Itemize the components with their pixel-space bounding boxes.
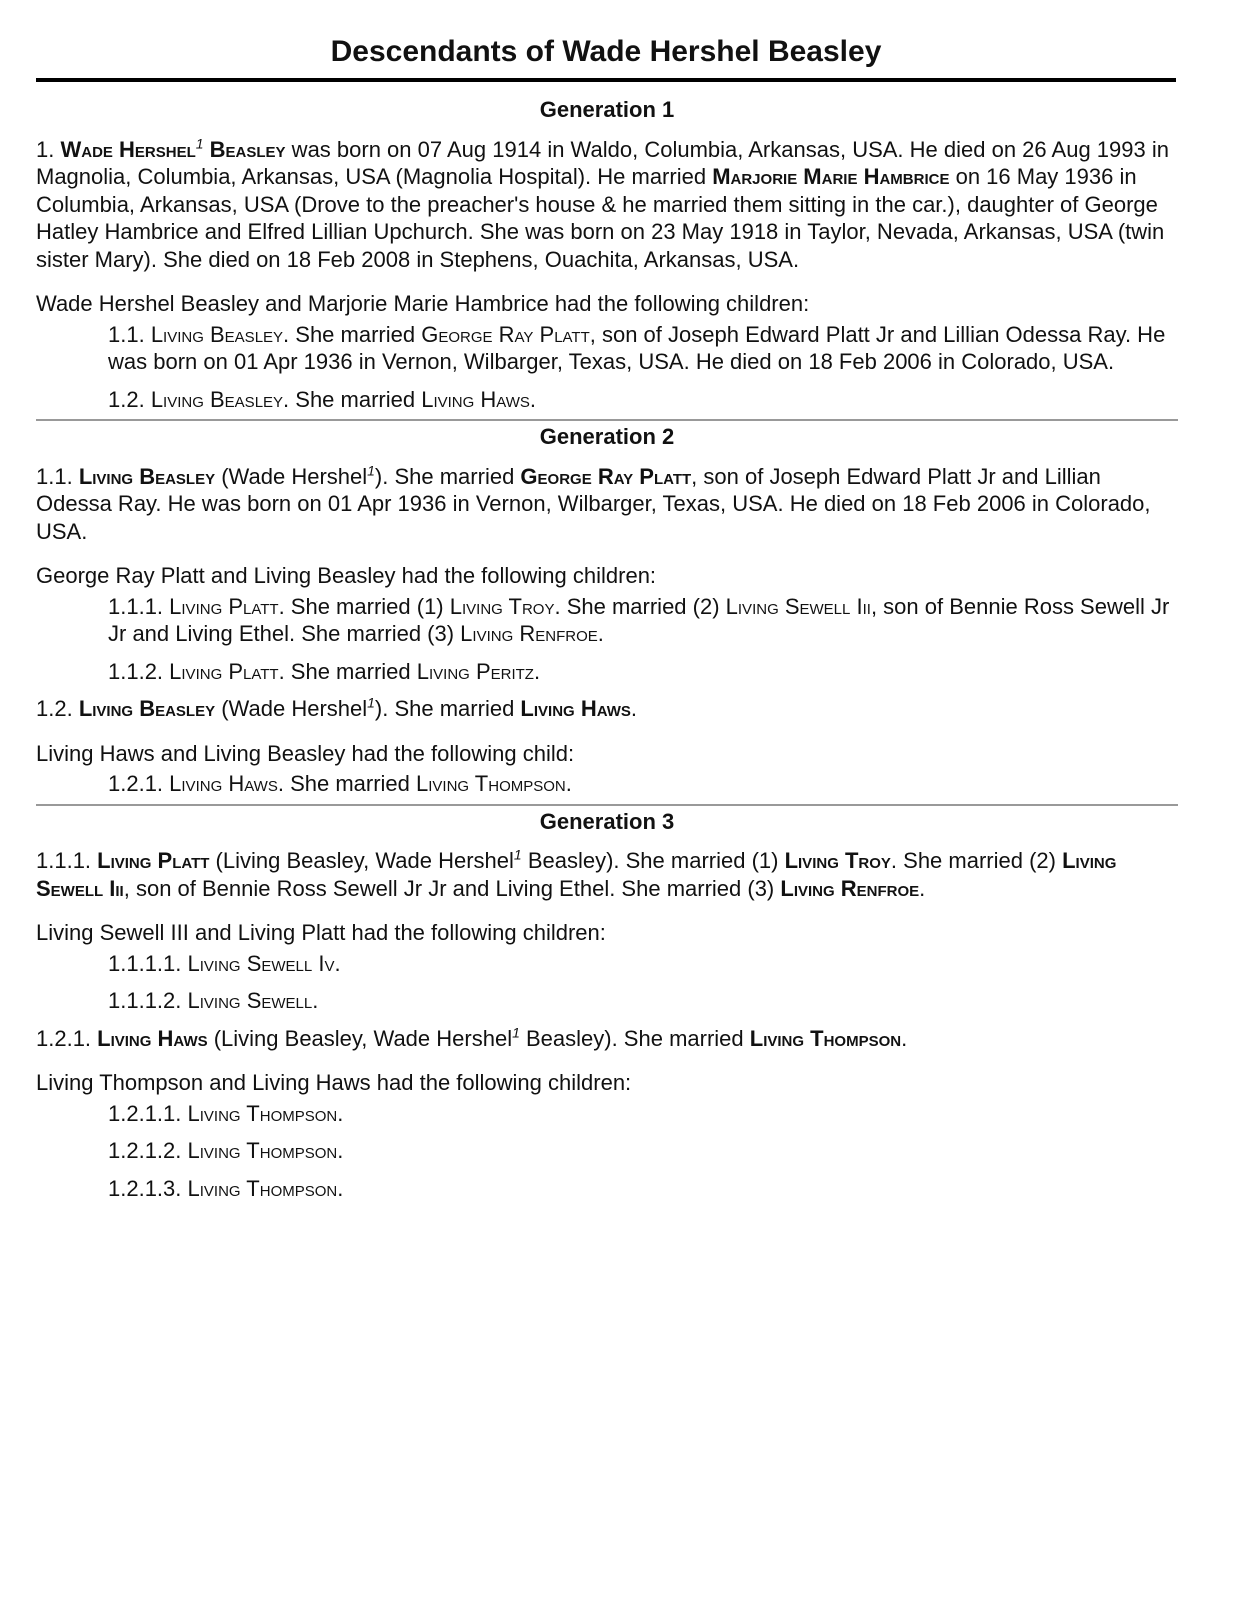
person-name: Living Haws (97, 1025, 208, 1051)
person-name: George Ray Platt (520, 463, 692, 489)
entry-text: . She married (283, 386, 422, 412)
title-divider (36, 78, 1176, 82)
children-intro (36, 740, 1178, 768)
generation-superscript: 1 (512, 1024, 520, 1041)
child-entry (108, 593, 1178, 648)
entry-text: . (597, 621, 604, 646)
entry-text: on 16 May 1936 in Columbia, Arkansas, USA (Drove to the preacher's house & he married them sitting in the car.), daughter of George Hatley Hambrice and Elfred Lillian Upchurch. She was born on 23 May 1918 in Taylor, Nevada, Arkansas, USA (twin sister Mary). She died on 18 Feb 2008 in Stephens, Ouachita, Arkansas, USA. (36, 164, 1165, 272)
child-entry (108, 987, 1178, 1015)
entry-text: (Wade Hershel (215, 463, 368, 489)
person-name: Living Platt (169, 593, 279, 619)
generation-superscript: 1 (195, 135, 204, 152)
entry-text: . (565, 771, 572, 796)
entry-text: (Living Beasley, Wade Hershel (209, 848, 514, 873)
person-name: Marjorie Marie Hambrice (712, 164, 950, 189)
entry-text: Wade Hershel Beasley and Marjorie Marie Hambrice had the following children: (36, 291, 810, 316)
entry-text: 1.1.1. (36, 848, 98, 873)
person-name: Living Beasley (150, 386, 284, 412)
child-entry (108, 770, 1178, 798)
entry-text: (Wade Hershel (215, 696, 368, 721)
entry-text: 1.1. (36, 463, 79, 489)
entry-text: . (337, 1138, 344, 1163)
entry-text: . (533, 658, 541, 684)
person-name: George Ray Platt (421, 321, 590, 347)
person-name: Living Platt (169, 658, 279, 684)
person-entry (36, 695, 1178, 723)
children-intro (36, 1069, 1178, 1097)
entry-text: ). She married (374, 696, 521, 721)
child-entry (108, 950, 1178, 978)
entry-text: Living Thompson and Living Haws had the following children: (36, 1070, 632, 1095)
entry-text: . She married (278, 658, 417, 684)
entry-text: , son of Bennie Ross Sewell Jr Jr and Living Ethel. She married (3) (123, 875, 781, 901)
entry-text: 1.2.1. (108, 771, 170, 796)
person-name: Living Platt (97, 848, 210, 873)
generation-superscript: 1 (513, 846, 522, 863)
entry-text: Beasley). She married (519, 1025, 750, 1051)
entry-text: (Living Beasley, Wade Hershel (207, 1025, 513, 1051)
person-name: Living Haws (520, 696, 631, 721)
person-name: Living Beasley (78, 463, 216, 489)
person-name: Living Haws (421, 386, 530, 412)
entry-text: 1.2.1. (36, 1025, 98, 1051)
entry-text: . (337, 1175, 344, 1201)
entry-text: . She married (2) (890, 848, 1063, 873)
entry-text: 1.1. (108, 321, 151, 347)
generation-superscript: 1 (367, 694, 375, 711)
entry-text: . She married (2) (554, 593, 726, 619)
entry-text: 1.1.1. (108, 593, 170, 619)
entry-text: was born on 07 Aug 1914 in Waldo, Columbia, Arkansas, USA. He died on 26 Aug 1993 in Magnolia, Columbia, Arkansas, USA (Magnolia Hospital). He married (36, 136, 1169, 189)
child-entry (108, 321, 1178, 376)
child-entry (108, 386, 1178, 414)
person-name: Living Sewell Iv (187, 950, 335, 976)
generation-heading: Generation 1 (539, 97, 675, 122)
person-name: Living Sewell Iii (36, 848, 1117, 901)
entry-text: 1.2.1.2. (108, 1138, 188, 1163)
person-name: Living Renfroe (780, 875, 920, 901)
person-name: Living Troy (784, 848, 891, 873)
person-name: Living Thompson (187, 1175, 338, 1201)
entry-text: . She married (1) (278, 593, 450, 619)
entry-text: . She married (277, 771, 417, 796)
child-entry (108, 1100, 1178, 1128)
person-name: Living Beasley (150, 321, 284, 347)
generation-divider (36, 419, 1178, 421)
entry-text: Beasley). She married (1) (521, 848, 785, 873)
child-entry (108, 1137, 1178, 1165)
entry-text: 1. (36, 136, 61, 162)
entry-text: , son of Joseph Edward Platt Jr and Lillian Odessa Ray. He was born on 01 Apr 1936 in Vernon, Wilbarger, Texas, USA. He died on 18 Feb 2006 in Colorado, USA. (108, 321, 1166, 374)
person-name: Living Thompson (187, 1138, 338, 1163)
entry-text: 1.1.1.1. (108, 950, 188, 976)
person-entry (36, 463, 1178, 546)
entry-text: 1.1.2. (108, 658, 170, 684)
entry-text: Living Sewell III and Living Platt had the following children: (36, 920, 606, 945)
entry-text: ). She married (374, 463, 521, 489)
report-body (36, 96, 1178, 1212)
person-name: Living Thompson (416, 771, 566, 796)
generation-heading: Generation 2 (539, 424, 675, 449)
entry-text: . (901, 1025, 908, 1051)
person-name: Living Beasley (78, 696, 216, 721)
generation-divider (36, 804, 1178, 806)
entry-text: . (337, 1100, 344, 1126)
person-name: Beasley (203, 136, 286, 162)
entry-text: , son of Joseph Edward Platt Jr and Lillian Odessa Ray. He was born on 01 Apr 1936 in Vernon, Wilbarger, Texas, USA. He died on 18 Feb 2006 in Colorado, USA. (36, 463, 1151, 544)
entry-text: Living Haws and Living Beasley had the following child: (36, 740, 575, 766)
entry-text: George Ray Platt and Living Beasley had the following children: (36, 563, 657, 588)
entry-text: . (334, 950, 341, 976)
children-intro (36, 290, 1178, 318)
person-name: Wade Hershel (60, 136, 196, 162)
entry-text: 1.2. (36, 696, 79, 721)
entry-text: 1.2. (108, 386, 151, 412)
child-entry (108, 658, 1178, 686)
generation-superscript: 1 (367, 462, 375, 479)
person-name: Living Thompson (187, 1100, 338, 1126)
entry-text: . (312, 988, 319, 1013)
entry-text: 1.2.1.1. (108, 1100, 188, 1126)
person-name: Living Troy (449, 593, 555, 619)
entry-text: . (529, 386, 537, 412)
person-name: Living Renfroe (460, 621, 598, 646)
generation-heading: Generation 3 (539, 808, 675, 834)
person-entry (36, 847, 1178, 902)
person-name: Living Peritz (416, 658, 534, 684)
person-entry (36, 1025, 1178, 1053)
person-name: Living Sewell Iii (725, 593, 871, 619)
person-entry (36, 136, 1178, 274)
entry-text: . (919, 875, 926, 901)
entry-text: . She married (283, 321, 422, 347)
entry-text: 1.2.1.3. (108, 1175, 188, 1201)
person-name: Living Sewell (187, 988, 313, 1013)
children-intro (36, 919, 1178, 947)
entry-text: , son of Bennie Ross Sewell Jr Jr and Living Ethel. She married (3) (108, 593, 1170, 646)
children-intro (36, 562, 1178, 590)
entry-text: . (630, 696, 637, 721)
person-name: Living Thompson (749, 1025, 902, 1051)
child-entry (108, 1175, 1178, 1203)
person-name: Living Haws (169, 771, 278, 796)
entry-text: 1.1.1.2. (108, 988, 188, 1013)
page-title: Descendants of Wade Hershel Beasley (330, 35, 882, 68)
